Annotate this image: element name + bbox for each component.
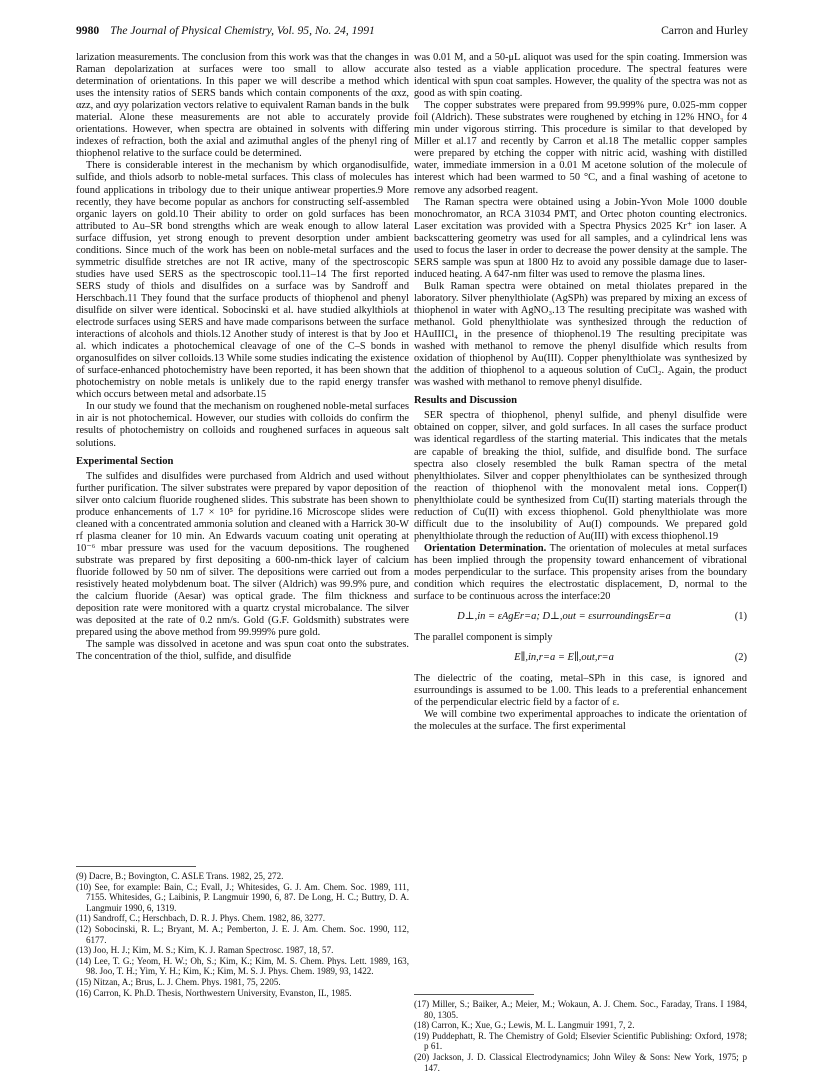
paragraph-orientation [414, 543, 747, 603]
running-authors: Carron and Hurley [661, 24, 748, 37]
paragraph: was 0.01 M, and a 50-μL aliquot was used for the spin coating. Immersion was also tested as a viable application procedure. The spectral features were identical with spun coat samples. However, the quality of the spectra was not as good as with spin coating. [414, 52, 747, 100]
reference: (9) Dacre, B.; Bovington, C. ASLE Trans. 1982, 25, 272. [76, 871, 284, 881]
journal-citation: The Journal of Physical Chemistry, Vol. 95, No. 24, 1991 [110, 24, 375, 37]
paragraph: SER spectra of thiophenol, phenyl sulfide, and phenyl disulfide were obtained on copper, silver, and gold surfaces. In all cases the surface product was identical regardless of the starting material. This indicates that the metals are capable of breaking the thiol, sulfide, and disulfide bond. The surface spectra also closely resembled the bulk Raman spectra of the metal phenylthiolates. Silver and copper phenylthiolates can be synthesized through the reaction of thiophenol with the monovalent metal ions. Copper(I) phenylthiolate could be synthesized from Cu(II) starting materials through the reduction of Cu(II) with excess thiophenol. Gold phenylthiolate was more difficult due to the insolubility of Au(I) compounds. We prepared gold phenylthiolate through the reduction of Au(III) with excess thiophenol.19 [414, 410, 747, 542]
paragraph-text: The orientation of molecules at metal surfaces has been implied through the propensity toward enhancement of vibrational modes perpendicular to the surface. This propensity arises from the boundary condition which requires the electrostatic displacement, D, normal to the surface to be continuous across the interface:20 [414, 542, 748, 603]
footnote-rule [414, 994, 534, 995]
reference: (13) Joo, H. J.; Kim, M. S.; Kim, K. J. Raman Spectrosc. 1987, 18, 57. [76, 945, 334, 956]
left-column [76, 52, 409, 663]
paragraph: The Raman spectra were obtained using a Jobin-Yvon Mole 1000 double monochromator, an RCA 31034 PMT, and Ortec photon counting electronics. Laser excitation was provided with a Spectra Physics 2025 Kr⁺ ion laser. A backscattering geometry was used for all samples, and a cylindrical lens was used to focus the laser in order to decrease the power density at the sample. The SERS sample was spun at 1800 Hz to avoid any possible damage due to laser-induced heating. A 647-nm filter was used to remove the plasma lines. [414, 196, 747, 280]
paragraph: Bulk Raman spectra were obtained on metal thiolates prepared in the laboratory. Silver phenylthiolate (AgSPh) was prepared by mixing an excess of thiophenol in water with AgNO₃.13 The resulting precipitate was washed with methanol. Gold phenylthiolate was synthesized through the reduction of HAuIIICl₄ in the presence of thiophenol.19 The resulting precipitate was washed with methanol to remove the phenyl disulfide which results from oxidation of thiophenol by Au(III). Copper phenylthiolate was synthesized by the addition of thiophenol to a aqueous solution of CuCl₂. Again, the product was washed with methanol to remove phenyl disulfide. [414, 280, 747, 389]
reference: (10) See, for example: Bain, C.; Evall, J.; Whitesides, G. J. Am. Chem. Soc. 1989, 111, 7155. Whitesides, G.; Laibinis, P. Langmuir 1990, 6, 87. De Long, H. C.; Buttry, D. A. Langmuir 1990, 6, 1319. [76, 881, 409, 913]
paragraph: We will combine two experimental approaches to indicate the orientation of the molecules at the surface. The first experimental [414, 709, 747, 733]
reference: (12) Sobocinski, R. L.; Bryant, M. A.; Pemberton, J. E. J. Am. Chem. Soc. 1990, 112, 6177. [76, 923, 409, 945]
reference: (19) Puddephatt, R. The Chemistry of Gold; Elsevier Scientific Publishing: Oxford, 1978; p 61. [414, 1030, 747, 1052]
paragraph: In our study we found that the mechanism on roughened noble-metal surfaces in air is not photochemical. However, our studies with colloids do confirm the results of photochemistry on colloids and roughened surfaces in aqueous salt solutions. [76, 401, 409, 449]
paragraph: The sulfides and disulfides were purchased from Aldrich and used without further purification. The silver substrates were prepared by vapor deposition of silver onto calcium fluoride roughened slides. This substrate has been shown to produce enhancements of 1.7 × 10⁵ for pyridine.16 Microscope slides were cleaned with a concentrated ammonia solution and cleaned with a Harrick 30-W rf plasma cleaner for 10 min. An Edwards vacuum coating unit operating at 10⁻⁶ mbar pressure was used for the vacuum depositions. The roughened substrate was prepared by first depositing a 600-nm-thick layer of calcium fluoride followed by 50 nm of silver. The depositions were carried out from a resistively heated molybdenum boat. The silver (Aldrich) was 99.9% pure, and the calcium fluoride (Aesar) was optical grade. The film thickness and deposition rate were monitored with a quartz crystal microbalance. The silver was deposited at the rate of 0.2 nm/s. Gold (G.F. Goldsmith) substrates were prepared using the above method from 99.999% pure gold. [76, 470, 409, 639]
reference: (15) Nitzan, A.; Brus, L. J. Chem. Phys. 1981, 75, 2205. [76, 976, 281, 987]
paragraph: There is considerable interest in the mechanism by which organodisulfide, sulfide, and thiols adsorb to noble-metal surfaces. This class of molecules has found applications in tribology due to their unique antiwear properties.9 More recently, they have become popular as anchors for constructing self-assembled organic layers on gold.10 Their ability to order on gold surfaces has been attributed to Au–SR bond strengths which are weak enough to allow lateral surface diffusion, yet strong enough to prevent desorption under ambient conditions. Since much of the work has been on noble-metal surfaces and the symmetric disulfide stretches are not IR active, many of the spectroscopic studies have used SERS as the spectroscopic tool.11–14 The first reported SERS study of thiols and disulfides on a surface was by Sandroff and Herschbach.11 They found that the surface products of thiophenol and phenyl disulfide on silver were identical. Sobocinski et al. have studied alkylthiols at electrode surfaces using SERS and have made comparisons between the surface interactions of alcohols and thiols.12 Another study of interest is that by Joo et al. which indicates a photochemical cleavage of one of the C–S bonds in organosulfides on silver colloids.13 While some studies indicating the existence of surface-enhanced photochemistry have been reported, it has been shown that photochemistry on noble metals is unlikely due to the rapid energy transfer which occurs between metal and adsorbate.15 [76, 160, 409, 401]
paragraph: The dielectric of the coating, metal–SPh in this case, is ignored and εsurroundings is assumed to be 1.00. This leads to a preferential enhancement of the perpendicular electric field by a factor of ε. [414, 673, 747, 709]
reference: (18) Carron, K.; Xue, G.; Lewis, M. L. Langmuir 1991, 7, 2. [414, 1020, 635, 1031]
footnotes-right [414, 994, 747, 1073]
reference: (14) Lee, T. G.; Yeom, H. W.; Oh, S.; Kim, K.; Kim, M. S. Chem. Phys. Lett. 1989, 163, 98. Joo, T. H.; Yim, Y. H.; Kim, K.; Kim, M. S. J. Phys. Chem. 1989, 93, 1422. [76, 955, 409, 977]
equation-2 [414, 648, 747, 669]
reference: (17) Miller, S.; Baiker, A.; Meier, M.; Wokaun, A. J. Chem. Soc., Faraday, Trans. I 1984, 80, 1305. [414, 999, 747, 1020]
section-heading-results: Results and Discussion [414, 395, 518, 407]
paragraph: larization measurements. The conclusion from this work was that the changes in Raman depolarization at surfaces were too small to allow accurate determination of orientations. In this paper we will describe a method which uses the intensity ratios of SERS bands which contain components of the αxz, αzz, and αyy polarization vectors relative to equivalent Raman bands in the bulk material. Alone these measurements are not able to accurately provide orientations. However, when spectra are obtained in solvents with differing indexes of refraction, both the axial and azimuthal angles of the phenyl ring of thiophenol relative to the surface could be determined. [76, 52, 409, 160]
paragraph: The parallel component is simply [414, 632, 553, 644]
footnotes-left [76, 866, 409, 998]
reference: (11) Sandroff, C.; Herschbach, D. R. J. Phys. Chem. 1982, 86, 3277. [76, 913, 326, 924]
right-column [414, 52, 747, 733]
footnote-rule [76, 866, 196, 867]
runin-heading: Orientation Determination. [424, 542, 547, 554]
equation-number: (2) [734, 652, 747, 664]
equation-body: D⊥,in = εAgEr=a; D⊥,out = εsurroundingsEr=a [457, 611, 671, 623]
page-header [76, 24, 748, 40]
equation-body: E∥,in,r=a = E∥,out,r=a [514, 652, 614, 664]
reference: (16) Carron, K. Ph.D. Thesis, Northwestern University, Evanston, IL, 1985. [76, 987, 352, 998]
paragraph: The sample was dissolved in acetone and was spun coat onto the substrates. The concentration of the thiol, sulfide, and disulfide [76, 639, 409, 663]
page-number: 9980 [76, 24, 100, 37]
equation-1 [414, 607, 747, 628]
paragraph: The copper substrates were prepared from 99.999% pure, 0.025-mm copper foil (Aldrich). These substrates were roughened by etching in 12% HNO₃ for 4 min under vigorous stirring. This procedure is similar to that developed by Miller et al.17 and recently by Carron et al.18 The metallic copper samples were prepared by etching the copper with nitric acid, washing with distilled water, immediate immersion in a 0.01 M acetone solution of the molecule of interest which had been warmed to 50 °C, and a final washing of acetone to remove any adsorbed reagent. [414, 100, 747, 196]
section-heading-experimental: Experimental Section [76, 455, 174, 467]
equation-number: (1) [734, 611, 747, 623]
reference: (20) Jackson, J. D. Classical Electrodynamics; John Wiley & Sons: New York, 1975; p 147. [414, 1051, 747, 1073]
